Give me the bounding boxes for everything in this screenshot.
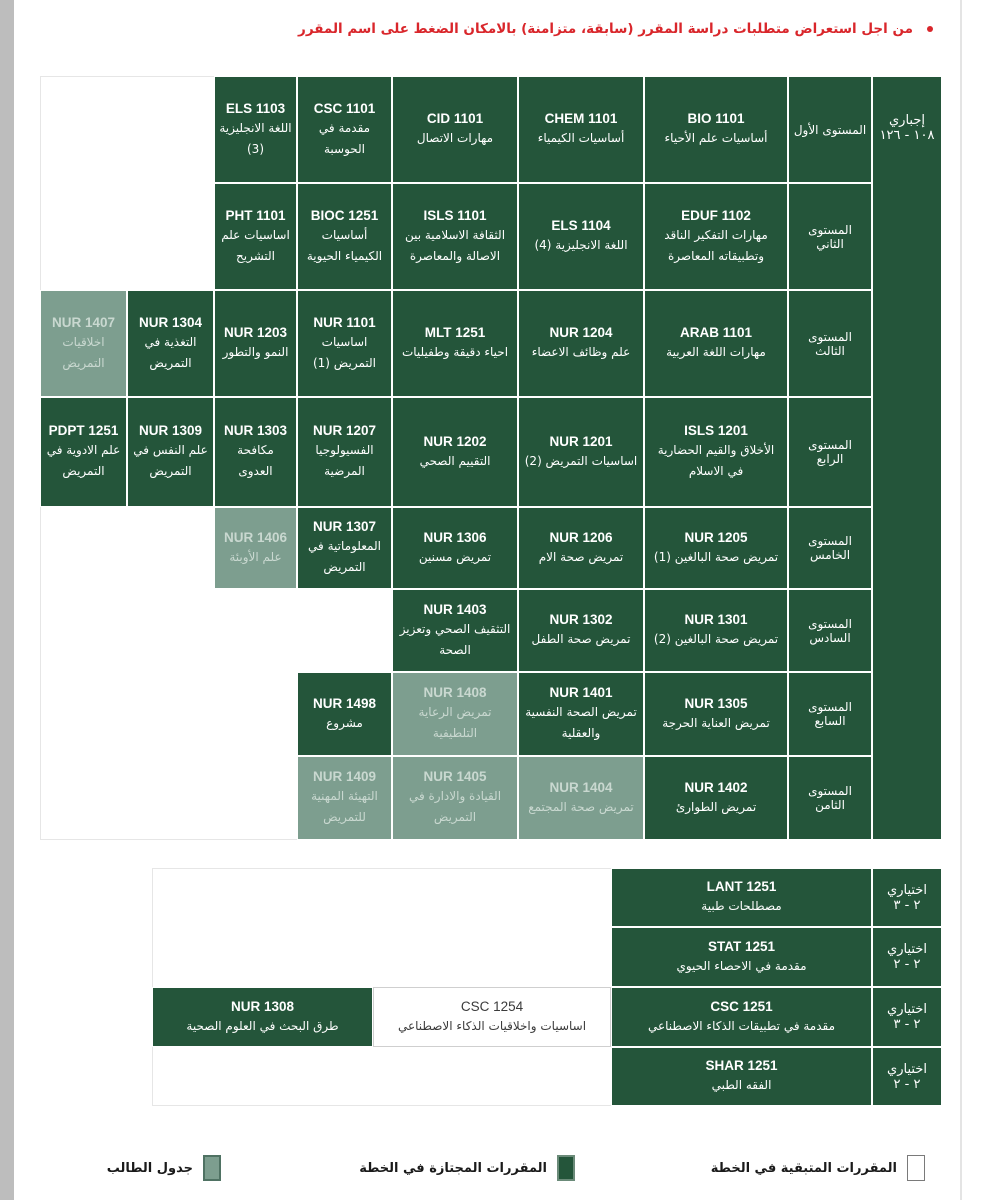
- course-code: PDPT 1251: [48, 423, 119, 438]
- course-name: تمريض العناية الحرجة: [662, 715, 770, 730]
- course-name: الثقافة الاسلامية بين الاصالة والمعاصرة: [404, 227, 506, 263]
- course-cell[interactable]: [127, 290, 214, 397]
- course-code: NUR 1498: [312, 695, 377, 711]
- course-name: التغذية في التمريض: [144, 334, 197, 370]
- course-name: التهيئة المهنية للتمريض: [311, 789, 378, 824]
- course-name: مهارات الاتصال: [416, 131, 494, 145]
- course-cell[interactable]: [214, 397, 297, 507]
- course-cell[interactable]: [297, 290, 392, 397]
- course-code: EDUF 1102: [681, 207, 751, 223]
- course-code: NUR 1406: [223, 529, 288, 545]
- course-name: اساسيات التمريض (2): [524, 453, 638, 468]
- course-name: المعلوماتية في التمريض: [308, 539, 381, 574]
- course-code: ISLS 1101: [423, 207, 487, 223]
- course-code: NUR 1205: [684, 529, 748, 545]
- course-code: NUR 1302: [549, 612, 613, 627]
- course-cell[interactable]: [297, 507, 392, 589]
- level-label: المستوى الخامس: [788, 507, 872, 589]
- legend-scheduled: جدول الطالب: [107, 1150, 221, 1186]
- course-cell[interactable]: [297, 397, 392, 507]
- mandatory-track-label: إجباري: [889, 113, 925, 128]
- course-code: CSC 1251: [710, 998, 773, 1014]
- course-name: مهارات التفكير الناقد وتطبيقاته المعاصرة: [664, 227, 768, 263]
- course-code: NUR 1304: [138, 314, 203, 330]
- course-name: علم النفس في التمريض: [133, 443, 208, 478]
- course-name: مقدمة في تطبيقات الذكاء الاصطناعي: [647, 1018, 836, 1033]
- course-code: ARAB 1101: [679, 325, 753, 340]
- course-code: ELS 1104: [551, 218, 611, 233]
- course-cell[interactable]: [518, 290, 644, 397]
- course-name: مكافحة العدوى: [237, 443, 274, 478]
- course-name: مشروع: [326, 715, 363, 730]
- course-name: اساسيات علم التشريح: [221, 227, 290, 263]
- elective-track-label: اختياري ٢ - ٣: [872, 987, 942, 1047]
- course-name: التقييم الصحي: [419, 453, 491, 468]
- course-code: CID 1101: [426, 111, 484, 126]
- course-cell[interactable]: [127, 397, 214, 507]
- course-name: تمريض صحة البالغين (2): [653, 632, 779, 646]
- course-code: NUR 1407: [51, 314, 116, 330]
- course-code: NUR 1402: [684, 779, 748, 795]
- course-name: تمريض الرعاية التلطيفية: [418, 705, 492, 740]
- course-cell[interactable]: [214, 183, 297, 290]
- course-cell[interactable]: [611, 1047, 872, 1106]
- instruction-text: من اجل استعراض متطلبات دراسة المقرر (سابقة، متزامنة) بالامكان الضغط على اسم المقرر: [298, 21, 913, 37]
- course-cell[interactable]: [392, 397, 518, 507]
- course-code: NUR 1308: [230, 998, 295, 1014]
- course-name: اساسيات التمريض (1): [312, 334, 377, 370]
- course-code: ISLS 1201: [684, 423, 748, 438]
- course-name: الأخلاق والقيم الحضارية في الاسلام: [657, 443, 775, 478]
- course-name: مقدمة في الحوسبة: [318, 120, 371, 156]
- course-code: NUR 1409: [312, 769, 377, 784]
- course-code: NUR 1201: [549, 433, 613, 449]
- mandatory-track-column: [872, 76, 942, 840]
- window-left-edge: [0, 0, 14, 1200]
- course-code: NUR 1101: [313, 314, 376, 330]
- course-name: تمريض صحة الطفل: [531, 632, 631, 646]
- course-cell[interactable]: [644, 672, 788, 756]
- course-name: النمو والتطور: [222, 345, 289, 359]
- course-code: NUR 1404: [549, 779, 613, 795]
- course-cell[interactable]: [373, 987, 611, 1047]
- course-cell[interactable]: [644, 589, 788, 672]
- course-name: الفقه الطبي: [711, 1078, 772, 1092]
- course-code: NUR 1204: [549, 325, 613, 340]
- course-cell[interactable]: [611, 868, 872, 927]
- course-code: NUR 1403: [423, 601, 487, 617]
- course-cell[interactable]: [518, 589, 644, 672]
- level-label: المستوى الثاني: [788, 183, 872, 290]
- course-cell[interactable]: [392, 589, 518, 672]
- course-name: أساسيات علم الأحياء: [664, 131, 768, 145]
- course-cell[interactable]: [392, 183, 518, 290]
- course-name: اللغة الانجليزية (4): [534, 238, 628, 252]
- course-name: أساسيات الكيمياء: [537, 131, 625, 145]
- course-cell[interactable]: [214, 290, 297, 397]
- course-code: MLT 1251: [424, 325, 486, 340]
- course-cell[interactable]: [644, 183, 788, 290]
- course-cell[interactable]: [392, 290, 518, 397]
- course-name: علم الادوية في التمريض: [46, 443, 121, 478]
- course-cell[interactable]: [518, 756, 644, 840]
- course-cell[interactable]: [611, 987, 872, 1047]
- course-name: احياء دقيقة وطفيليات: [401, 345, 509, 359]
- course-cell[interactable]: [297, 672, 392, 756]
- remaining-swatch: [907, 1155, 925, 1181]
- course-name: مصطلحات طبية: [701, 899, 782, 913]
- course-cell[interactable]: [392, 76, 518, 183]
- course-name: القيادة والادارة في التمريض: [408, 789, 502, 824]
- level-label: المستوى السابع: [788, 672, 872, 756]
- course-cell[interactable]: [214, 507, 297, 589]
- course-name: تمريض الطوارئ: [675, 799, 757, 814]
- course-code: NUR 1401: [549, 685, 613, 700]
- level-label: المستوى الرابع: [788, 397, 872, 507]
- course-name: تمريض صحة البالغين (1): [653, 549, 779, 564]
- course-cell[interactable]: [644, 76, 788, 183]
- level-label: المستوى السادس: [788, 589, 872, 672]
- course-cell[interactable]: [518, 183, 644, 290]
- scheduled-swatch: [203, 1155, 221, 1181]
- course-name: مهارات اللغة العربية: [666, 345, 766, 359]
- course-cell[interactable]: [152, 987, 373, 1047]
- course-cell[interactable]: [644, 290, 788, 397]
- course-cell[interactable]: [644, 397, 788, 507]
- course-code: CSC 1254: [460, 998, 524, 1014]
- course-cell[interactable]: [518, 507, 644, 589]
- course-code: NUR 1203: [223, 325, 288, 340]
- course-code: NUR 1303: [223, 423, 288, 438]
- mandatory-track-hours: ١٠٨ - ١٢٦: [879, 128, 935, 143]
- window-right-edge: [960, 0, 962, 1200]
- course-code: BIO 1101: [687, 111, 745, 126]
- level-label: المستوى الثالث: [788, 290, 872, 397]
- passed-swatch: [557, 1155, 575, 1181]
- course-code: NUR 1301: [684, 612, 748, 627]
- course-name: أساسيات الكيمياء الحيوية: [306, 227, 383, 263]
- course-cell[interactable]: [518, 672, 644, 756]
- course-code: NUR 1305: [684, 695, 748, 711]
- course-code: CSC 1101: [313, 100, 376, 116]
- elective-track-label: اختياري ٢ - ٢: [872, 927, 942, 987]
- course-name: مقدمة في الاحصاء الحيوي: [676, 958, 807, 973]
- course-cell[interactable]: [644, 507, 788, 589]
- elective-track-label: اختياري ٢ - ٣: [872, 868, 942, 927]
- course-name: علم الأوبئة: [229, 549, 282, 564]
- course-cell[interactable]: [518, 397, 644, 507]
- legend-remaining: المقررات المتبقية في الخطة: [711, 1150, 925, 1186]
- course-code: NUR 1309: [138, 423, 203, 438]
- course-cell[interactable]: [644, 756, 788, 840]
- course-cell[interactable]: [518, 76, 644, 183]
- course-code: NUR 1405: [423, 769, 487, 784]
- course-cell[interactable]: [611, 927, 872, 987]
- course-cell[interactable]: [392, 507, 518, 589]
- elective-track-label: اختياري ٢ - ٢: [872, 1047, 942, 1106]
- level-label: المستوى الثامن: [788, 756, 872, 840]
- course-cell[interactable]: [392, 672, 518, 756]
- course-name: طرق البحث في العلوم الصحية: [186, 1018, 339, 1033]
- course-cell[interactable]: [297, 183, 392, 290]
- course-cell[interactable]: [214, 76, 297, 183]
- bullet-icon: [927, 26, 933, 32]
- level-label: المستوى الأول: [788, 76, 872, 183]
- course-code: NUR 1202: [423, 433, 487, 449]
- course-code: NUR 1206: [549, 529, 613, 545]
- course-code: NUR 1207: [312, 423, 377, 438]
- course-code: ELS 1103: [225, 100, 286, 116]
- course-name: تمريض صحة المجتمع: [528, 799, 634, 814]
- course-code: NUR 1408: [423, 685, 487, 700]
- course-code: PHT 1101: [225, 207, 286, 223]
- course-code: CHEM 1101: [544, 111, 618, 126]
- course-code: STAT 1251: [707, 938, 776, 954]
- course-cell[interactable]: [297, 756, 392, 840]
- course-code: SHAR 1251: [705, 1058, 778, 1073]
- course-name: تمريض مسنين: [418, 549, 492, 564]
- course-name: التثقيف الصحي وتعزيز الصحة: [399, 621, 511, 657]
- course-cell[interactable]: [297, 76, 392, 183]
- course-cell[interactable]: [40, 290, 127, 397]
- course-cell[interactable]: [40, 397, 127, 507]
- course-code: BIOC 1251: [310, 207, 379, 223]
- course-name: تمريض الصحة النفسية والعقلية: [525, 705, 637, 740]
- course-name: اساسيات واخلاقيات الذكاء الاصطناعي: [397, 1018, 587, 1033]
- instruction-note: [298, 14, 933, 44]
- course-name: علم وظائف الاعضاء: [531, 345, 631, 359]
- course-name: الفسيولوجيا المرضية: [315, 443, 374, 478]
- course-code: NUR 1306: [423, 529, 487, 545]
- course-cell[interactable]: [392, 756, 518, 840]
- course-name: اخلاقيات التمريض: [62, 334, 105, 370]
- legend-passed: المقررات المجتازة في الخطة: [359, 1150, 575, 1186]
- course-name: تمريض صحة الام: [538, 549, 624, 564]
- course-code: LANT 1251: [706, 879, 777, 894]
- course-code: NUR 1307: [312, 519, 377, 534]
- course-name: اللغة الانجليزية (3): [219, 120, 292, 156]
